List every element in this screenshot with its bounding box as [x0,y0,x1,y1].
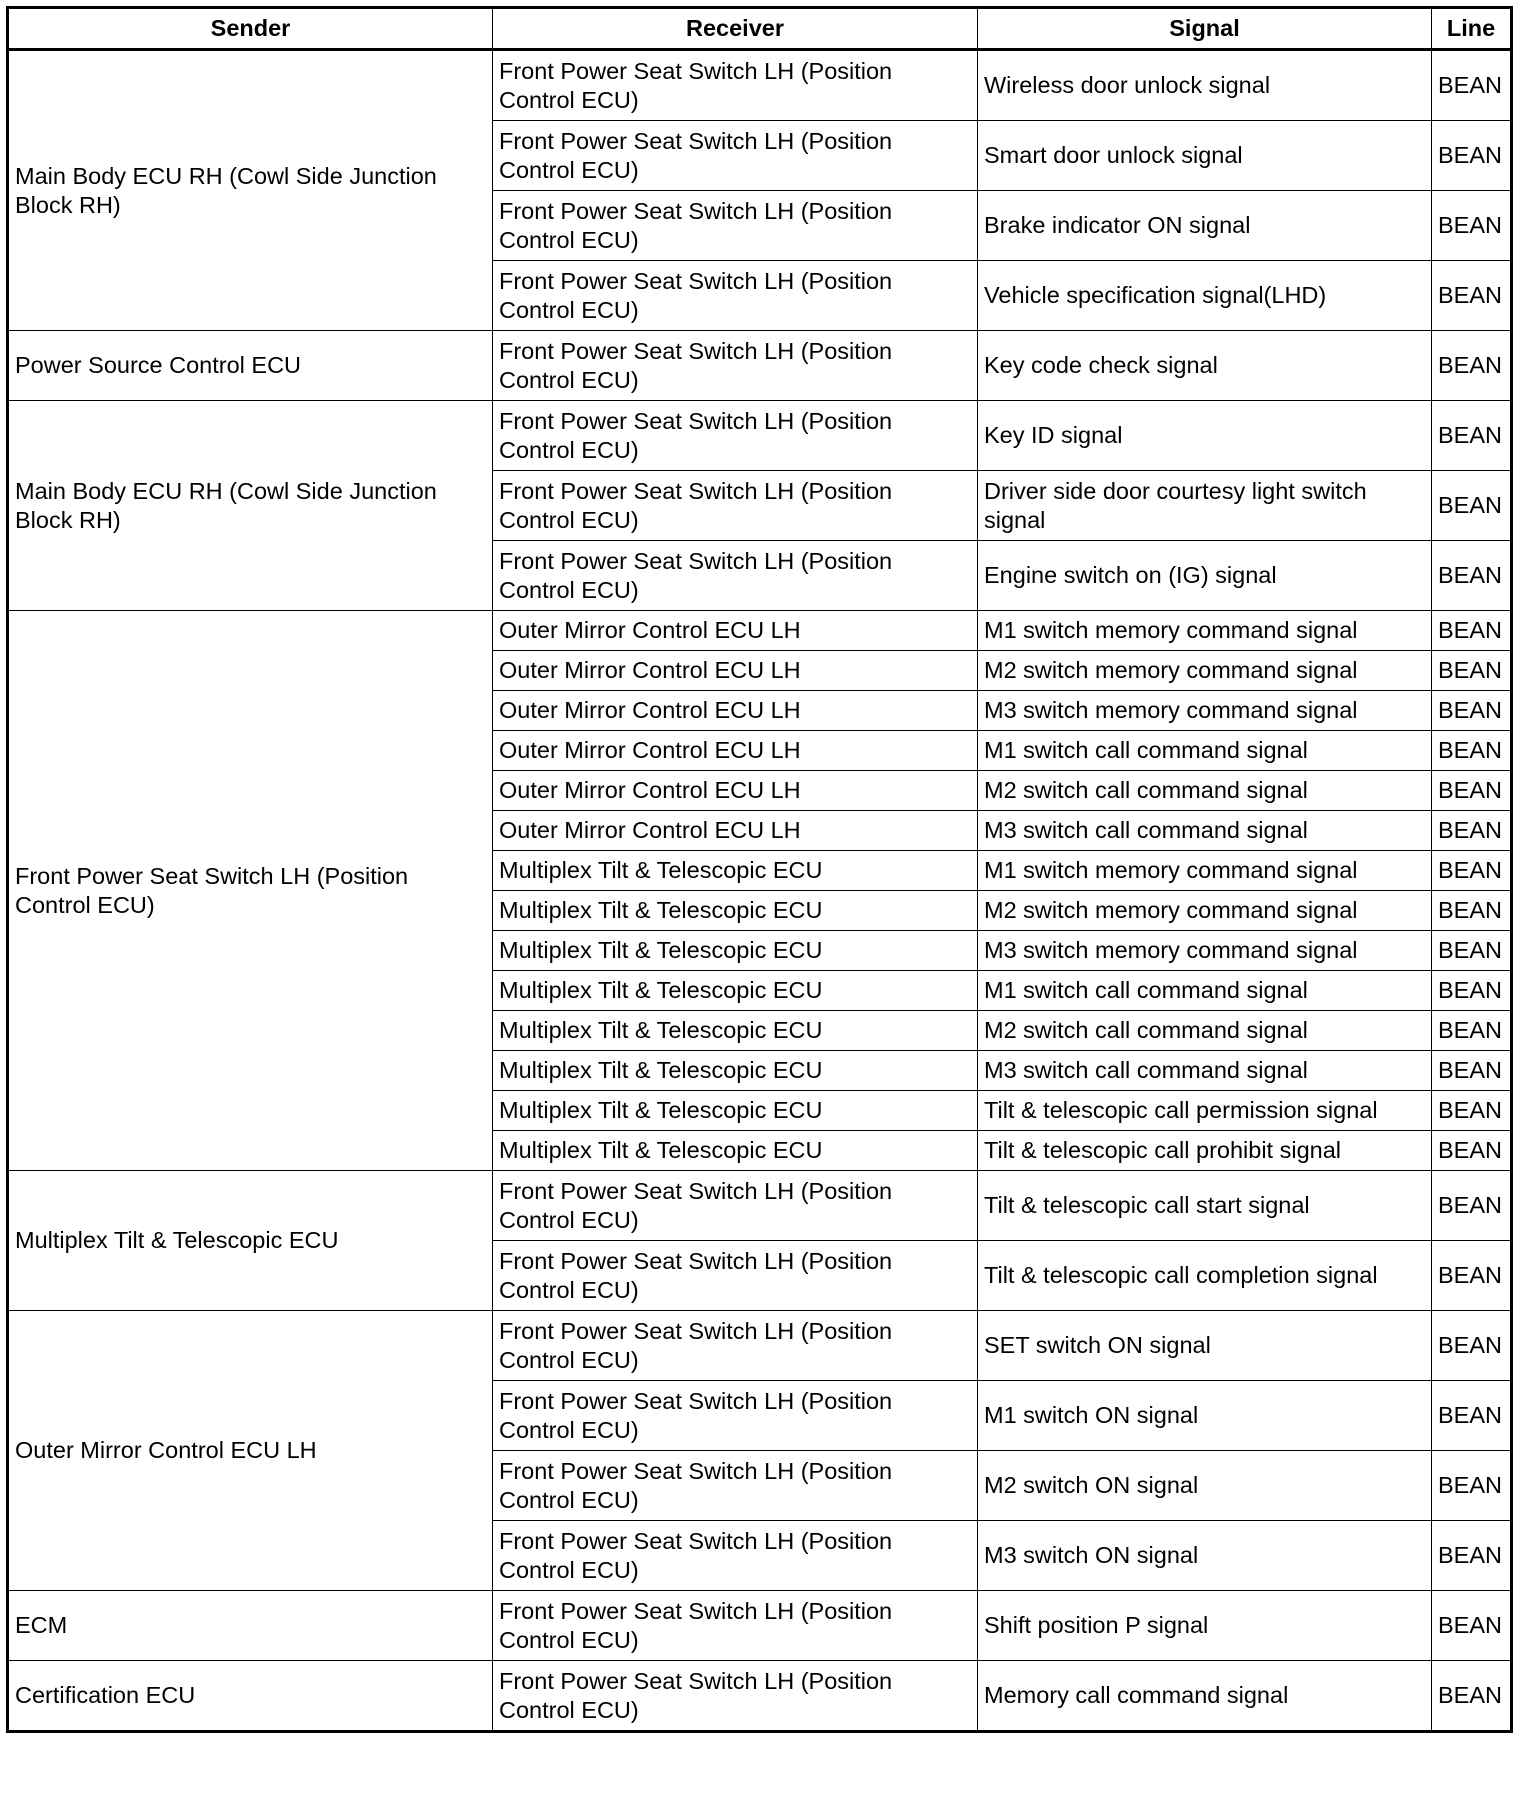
line-cell: BEAN [1432,401,1512,471]
line-cell: BEAN [1432,651,1512,691]
sender-cell: Power Source Control ECU [8,331,493,401]
line-cell: BEAN [1432,1311,1512,1381]
receiver-cell: Multiplex Tilt & Telescopic ECU [493,1011,978,1051]
signal-cell: Driver side door courtesy light switch signal [978,471,1432,541]
signal-cell: Vehicle specification signal(LHD) [978,261,1432,331]
signal-cell: M3 switch call command signal [978,1051,1432,1091]
signal-cell: Key ID signal [978,401,1432,471]
table-row [8,1591,1512,1661]
line-cell: BEAN [1432,1521,1512,1591]
receiver-cell: Front Power Seat Switch LH (Position Control ECU) [493,401,978,471]
header-row [8,8,1512,50]
receiver-cell: Front Power Seat Switch LH (Position Control ECU) [493,541,978,611]
line-cell: BEAN [1432,50,1512,121]
communication-signal-table [6,6,1513,1733]
receiver-cell: Front Power Seat Switch LH (Position Control ECU) [493,1241,978,1311]
receiver-cell: Multiplex Tilt & Telescopic ECU [493,851,978,891]
line-cell: BEAN [1432,931,1512,971]
line-cell: BEAN [1432,851,1512,891]
line-cell: BEAN [1432,891,1512,931]
signal-cell: M1 switch call command signal [978,731,1432,771]
table-header [8,8,1512,50]
signal-cell: M2 switch call command signal [978,1011,1432,1051]
receiver-cell: Multiplex Tilt & Telescopic ECU [493,1051,978,1091]
line-cell: BEAN [1432,811,1512,851]
signal-cell: M1 switch ON signal [978,1381,1432,1451]
sender-cell: Outer Mirror Control ECU LH [8,1311,493,1591]
signal-cell: M1 switch memory command signal [978,851,1432,891]
signal-cell: Key code check signal [978,331,1432,401]
receiver-cell: Front Power Seat Switch LH (Position Control ECU) [493,331,978,401]
signal-cell: M2 switch ON signal [978,1451,1432,1521]
line-cell: BEAN [1432,611,1512,651]
receiver-cell: Front Power Seat Switch LH (Position Control ECU) [493,50,978,121]
signal-cell: M2 switch memory command signal [978,891,1432,931]
receiver-cell: Front Power Seat Switch LH (Position Control ECU) [493,1381,978,1451]
line-cell: BEAN [1432,771,1512,811]
sender-cell: Main Body ECU RH (Cowl Side Junction Block RH) [8,50,493,331]
signal-cell: M3 switch memory command signal [978,691,1432,731]
table-row [8,331,1512,401]
receiver-cell: Front Power Seat Switch LH (Position Control ECU) [493,1591,978,1661]
table-row [8,1661,1512,1732]
line-cell: BEAN [1432,1091,1512,1131]
sender-cell: Front Power Seat Switch LH (Position Control ECU) [8,611,493,1171]
signal-cell: M3 switch ON signal [978,1521,1432,1591]
signal-cell: Wireless door unlock signal [978,50,1432,121]
signal-cell: Tilt & telescopic call prohibit signal [978,1131,1432,1171]
table-row [8,1311,1512,1381]
header-line: Line [1432,8,1512,50]
sender-cell: ECM [8,1591,493,1661]
line-cell: BEAN [1432,731,1512,771]
receiver-cell: Front Power Seat Switch LH (Position Control ECU) [493,121,978,191]
line-cell: BEAN [1432,1171,1512,1241]
receiver-cell: Multiplex Tilt & Telescopic ECU [493,1091,978,1131]
signal-cell: M2 switch memory command signal [978,651,1432,691]
receiver-cell: Outer Mirror Control ECU LH [493,651,978,691]
header-sender: Sender [8,8,493,50]
receiver-cell: Outer Mirror Control ECU LH [493,611,978,651]
receiver-cell: Multiplex Tilt & Telescopic ECU [493,1131,978,1171]
signal-cell: M1 switch memory command signal [978,611,1432,651]
signal-cell: Tilt & telescopic call completion signal [978,1241,1432,1311]
receiver-cell: Front Power Seat Switch LH (Position Control ECU) [493,261,978,331]
receiver-cell: Front Power Seat Switch LH (Position Control ECU) [493,1451,978,1521]
line-cell: BEAN [1432,1591,1512,1661]
line-cell: BEAN [1432,1011,1512,1051]
table-row [8,401,1512,471]
signal-cell: Tilt & telescopic call start signal [978,1171,1432,1241]
signal-cell: Smart door unlock signal [978,121,1432,191]
receiver-cell: Front Power Seat Switch LH (Position Control ECU) [493,471,978,541]
sender-cell: Certification ECU [8,1661,493,1732]
line-cell: BEAN [1432,1661,1512,1732]
receiver-cell: Multiplex Tilt & Telescopic ECU [493,931,978,971]
line-cell: BEAN [1432,1051,1512,1091]
table-row [8,50,1512,121]
signal-cell: Tilt & telescopic call permission signal [978,1091,1432,1131]
signal-cell: M2 switch call command signal [978,771,1432,811]
line-cell: BEAN [1432,331,1512,401]
sender-cell: Multiplex Tilt & Telescopic ECU [8,1171,493,1311]
table-row [8,1171,1512,1241]
header-receiver: Receiver [493,8,978,50]
receiver-cell: Multiplex Tilt & Telescopic ECU [493,971,978,1011]
line-cell: BEAN [1432,691,1512,731]
receiver-cell: Front Power Seat Switch LH (Position Control ECU) [493,191,978,261]
sender-cell: Main Body ECU RH (Cowl Side Junction Block RH) [8,401,493,611]
line-cell: BEAN [1432,541,1512,611]
line-cell: BEAN [1432,1131,1512,1171]
header-signal: Signal [978,8,1432,50]
receiver-cell: Front Power Seat Switch LH (Position Control ECU) [493,1171,978,1241]
receiver-cell: Front Power Seat Switch LH (Position Control ECU) [493,1661,978,1732]
line-cell: BEAN [1432,191,1512,261]
receiver-cell: Multiplex Tilt & Telescopic ECU [493,891,978,931]
table-row [8,611,1512,651]
signal-cell: Brake indicator ON signal [978,191,1432,261]
receiver-cell: Outer Mirror Control ECU LH [493,771,978,811]
signal-cell: Memory call command signal [978,1661,1432,1732]
receiver-cell: Outer Mirror Control ECU LH [493,731,978,771]
receiver-cell: Front Power Seat Switch LH (Position Control ECU) [493,1521,978,1591]
line-cell: BEAN [1432,121,1512,191]
line-cell: BEAN [1432,261,1512,331]
table-body [8,50,1512,1732]
signal-cell: M3 switch call command signal [978,811,1432,851]
signal-cell: Shift position P signal [978,1591,1432,1661]
signal-cell: M1 switch call command signal [978,971,1432,1011]
line-cell: BEAN [1432,1241,1512,1311]
signal-cell: Engine switch on (IG) signal [978,541,1432,611]
line-cell: BEAN [1432,971,1512,1011]
line-cell: BEAN [1432,471,1512,541]
receiver-cell: Outer Mirror Control ECU LH [493,691,978,731]
line-cell: BEAN [1432,1381,1512,1451]
line-cell: BEAN [1432,1451,1512,1521]
signal-cell: M3 switch memory command signal [978,931,1432,971]
receiver-cell: Front Power Seat Switch LH (Position Control ECU) [493,1311,978,1381]
receiver-cell: Outer Mirror Control ECU LH [493,811,978,851]
signal-cell: SET switch ON signal [978,1311,1432,1381]
